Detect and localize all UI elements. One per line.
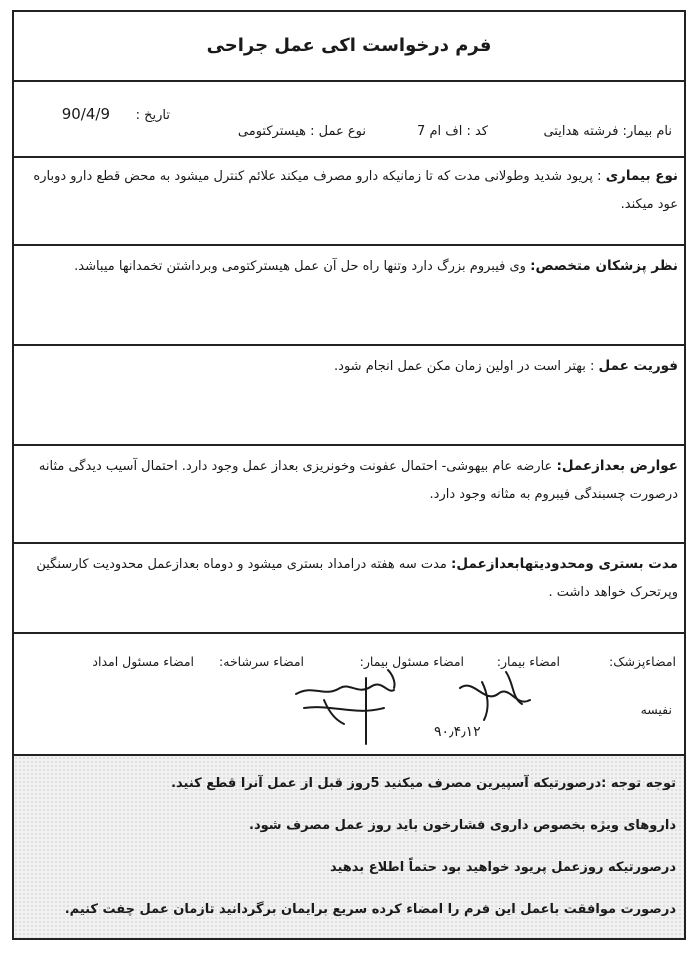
complications-label: عوارض بعدازعمل: <box>556 458 678 474</box>
patient-responsible-signature-label: امضاء مسئول بیمار: <box>359 654 464 669</box>
urgency-text: : بهتر است در اولین زمان مکن عمل انجام شود. <box>334 359 599 374</box>
disease-type-section <box>14 156 684 246</box>
surgery-request-form <box>12 10 686 940</box>
note-period: درصورتیکه روزعمل پریود خواهید بود حتماً اطلاع بدهید <box>329 860 676 875</box>
note-consent: درصورت موافقت باعمل این فرم را امضاء کرده سریع برایمان برگردانید تازمان عمل چفت کنیم. <box>64 902 676 917</box>
patient-name: نام بیمار: فرشته هدایتی <box>543 124 672 139</box>
specialist-opinion-text: وی فیبروم بزرگ دارد وتنها راه حل آن عمل هیسترکتومی وبرداشتن تخمدانها میباشد. <box>74 259 531 274</box>
handwritten-signatures <box>284 664 584 754</box>
form-title: فرم درخواست اکی عمل جراحی <box>14 12 684 82</box>
complications-section <box>14 446 684 544</box>
doctor-signature-label: امضاءپزشک: <box>609 654 676 669</box>
head-of-branch-signature-label: امضاء سرشاخه: <box>219 654 304 669</box>
operation-type: نوع عمل : هیسترکتومی <box>237 124 366 139</box>
hospitalization-text: مدت سه هفته درامداد بستری میشود و دوماه بعدازعمل محدودیت کارسنگین وپرتحرک خواهد داشت . <box>36 557 678 600</box>
note-aspirin: توجه توجه :درصورتیکه آسپیرین مصرف میکنید 5روز قبل از عمل آنرا قطع کنید. <box>171 776 676 791</box>
disease-type-label: نوع بیماری <box>605 168 678 184</box>
date-label: تاریخ : <box>135 108 170 123</box>
nafiseh-label: نفیسه <box>640 702 672 717</box>
urgency-label: فوریت عمل <box>598 358 678 374</box>
patient-code: کد : اف ام 7 <box>417 124 488 139</box>
signatures-area <box>14 634 684 756</box>
note-medication: داروهای ویژه بخصوص داروی فشارخون باید روز عمل مصرف شود. <box>249 818 676 833</box>
patient-signature-label: امضاء بیمار: <box>496 654 560 669</box>
date-value: 90/4/9 <box>61 105 110 123</box>
patient-header <box>14 80 684 158</box>
specialist-opinion-label: نظر پزشکان متخصص: <box>530 258 678 274</box>
handwritten-date: ۹۰٫۴٫۱۲ <box>434 724 481 740</box>
hospitalization-section <box>14 544 684 634</box>
complications-text: عارضه عام بیهوشی- احتمال عفونت وخونریزی بعداز عمل وجود دارد. احتمال آسیب دیدگی مثانه درصورت چسبندگی فیبروم به مثانه وجود دارد. <box>38 459 678 502</box>
specialist-opinion-section <box>14 246 684 346</box>
hospitalization-label: مدت بستری ومحدودیتهابعدازعمل: <box>451 556 678 572</box>
urgency-section <box>14 346 684 446</box>
relief-officer-signature-label: امضاء مسئول امداد <box>92 654 194 669</box>
notes-area <box>14 756 684 938</box>
disease-type-text: : پریود شدید وطولانی مدت که تا زمانیکه دارو مصرف میکند علائم کنترل میشود به محض قطع دارو دوباره عود میکند. <box>33 169 678 212</box>
